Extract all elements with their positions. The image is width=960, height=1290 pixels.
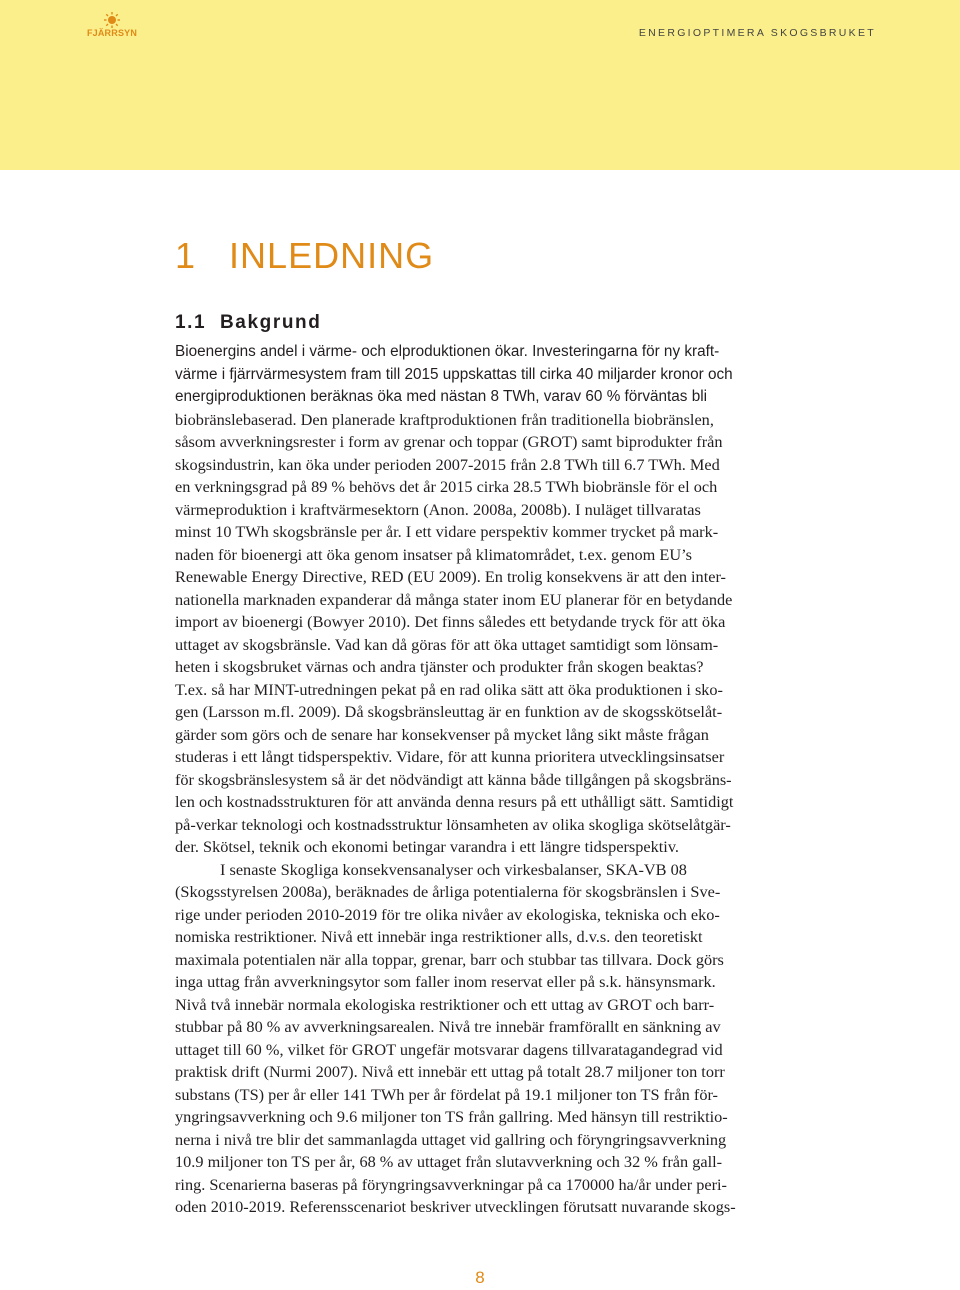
text-line: gärder som görs och de senare har konsekvenser på mycket lång sikt måste frågan bbox=[175, 724, 709, 744]
text-line: inga uttag från avverkningsytor som faller inom reservat eller på s.k. hänsynsmark. bbox=[175, 972, 716, 991]
text-line: Renewable Energy Directive, RED (EU 2009). En trolig konsekvens är att den inter- bbox=[175, 567, 726, 586]
text-line: nomiska restriktioner. Nivå ett innebär inga restriktioner alls, d.v.s. den teoretiskt bbox=[175, 927, 703, 946]
text-line: oden 2010-2019. Referensscenariot beskriver utvecklingen förutsatt nuvarande skogs- bbox=[175, 1197, 736, 1216]
text-line: rige under perioden 2010-2019 för tre olika nivåer av ekologiska, tekniska och eko- bbox=[175, 904, 720, 924]
text-line: yngringsavverkning och 9.6 miljoner ton TS från gallring. Med hänsyn till restriktio- bbox=[175, 1107, 728, 1126]
text-line: ring. Scenarierna baseras på föryngringsavverkningar på ca 170000 ha/år under peri- bbox=[175, 1174, 727, 1194]
text-line: Bioenergins andel i värme- och elproduktionen ökar. Investeringarna för ny kraft- bbox=[175, 343, 720, 360]
text-line: naden för bioenergi att öka genom insatser på klimatområdet, t.ex. genom EU’s bbox=[175, 544, 692, 564]
text-line: I senaste Skogliga konsekvensanalyser och virkesbalanser, SKA-VB 08 bbox=[220, 859, 687, 879]
text-line: nationella marknaden expanderar då många stater inom EU planerar för en betydande bbox=[175, 589, 733, 609]
series-title: ENERGIOPTIMERA SKOGSBRUKET bbox=[638, 27, 876, 39]
page-header bbox=[0, 0, 960, 170]
text-line: för skogsbränslesystem så är det nödvändigt att känna både tillgången på skogsbräns- bbox=[175, 769, 732, 789]
text-line: värme i fjärrvärmesystem fram till 2015 uppskattas till cirka 40 miljarder kronor och bbox=[175, 365, 733, 383]
fjarrsyn-logo bbox=[84, 12, 140, 42]
text-line: len och kostnadsstrukturen för att använda denna resurs på ett uthålligt sätt. Samtidigt bbox=[175, 792, 734, 811]
text-line: der. Skötsel, teknik och ekonomi betingar varandra i ett längre tidsperspektiv. bbox=[175, 837, 679, 856]
text-line: värmeproduktion i kraftvärmesektorn (Anon. 2008a, 2008b). I nuläget tillvaratas bbox=[175, 499, 701, 519]
text-line: stubbar på 80 % av avverkningsarealen. Nivå tre innebär framförallt en sänkning av bbox=[175, 1017, 721, 1036]
chapter-number: 1 bbox=[175, 235, 197, 276]
text-line: minst 10 TWh skogsbränsle per år. I ett vidare perspektiv kommer trycket på mark- bbox=[175, 522, 719, 541]
text-line: studeras i ett långt tidsperspektiv. Vidare, för att kunna prioritera utvecklingsinsatser bbox=[175, 747, 725, 766]
text-line: import av bioenergi (Bowyer 2010). Det finns således ett betydande tryck för att öka bbox=[175, 612, 726, 631]
text-line: energiproduktionen beräknas öka med nästan 8 TWh, varav 60 % förväntas bli bbox=[175, 388, 708, 405]
text-line: uttaget till 60 %, vilket för GROT ungefär motsvarar dagens tillvaratagandegrad vid bbox=[175, 1039, 723, 1059]
section-heading bbox=[175, 312, 321, 334]
text-line: Nivå två innebär normala ekologiska restriktioner och ett uttag av GROT och barr- bbox=[175, 994, 715, 1014]
text-line: substans (TS) per år eller 141 TWh per år fördelat på 19.1 miljoner ton TS från för- bbox=[175, 1084, 718, 1104]
chapter-title: INLEDNING bbox=[229, 235, 435, 276]
body-text bbox=[175, 341, 785, 1219]
text-line: 10.9 miljoner ton TS per år, 68 % av uttaget från slutavverkning och 32 % från gall- bbox=[175, 1152, 723, 1171]
text-line: heten i skogsbruket värnas och andra tjänster och produkter från skogen beaktas? bbox=[175, 657, 704, 676]
text-line: gen (Larsson m.fl. 2009). Då skogsbränsleuttag är en funktion av de skogsskötselåt- bbox=[175, 702, 723, 721]
sun-icon bbox=[102, 12, 122, 28]
chapter-heading bbox=[175, 235, 434, 277]
text-line: såsom avverkningsrester i form av grenar och toppar (GROT) samt biprodukter från bbox=[175, 432, 723, 451]
text-line: maximala potentialen när alla toppar, grenar, barr och stubbar tas tillvara. Dock görs bbox=[175, 949, 724, 969]
text-line: (Skogsstyrelsen 2008a), beräknades de årliga potentialerna för skogsbränslen i Sve- bbox=[175, 882, 721, 901]
section-title: Bakgrund bbox=[219, 312, 322, 333]
text-line: uttaget av skogsbränsle. Vad kan då göras för att öka uttaget samtidigt som lönsam- bbox=[175, 634, 719, 654]
logo-text: FJÄRRSYN bbox=[86, 28, 138, 38]
text-line: en verkningsgrad på 89 % behövs det år 2015 cirka 28.5 TWh biobränsle för el och bbox=[175, 477, 718, 496]
text-line: biobränslebaserad. Den planerade kraftproduktionen från traditionella biobränslen, bbox=[175, 409, 714, 429]
section-number: 1.1 bbox=[175, 312, 207, 333]
page-number: 8 bbox=[475, 1268, 485, 1287]
text-line: på-verkar teknologi och kostnadsstruktur lönsamheten av olika skogliga skötselåtgär- bbox=[175, 814, 731, 834]
text-line: nerna i nivå tre blir det sammanlagda uttaget vid gallring och föryngringsavverkning bbox=[175, 1129, 727, 1149]
text-line: skogsindustrin, kan öka under perioden 2007-2015 från 2.8 TWh till 6.7 TWh. Med bbox=[175, 454, 720, 474]
text-line: praktisk drift (Nurmi 2007). Nivå ett innebär ett uttag på totalt 28.7 miljoner ton torr bbox=[175, 1062, 725, 1081]
text-line: T.ex. så har MINT-utredningen pekat på en rad olika sätt att öka produktionen i sko- bbox=[175, 679, 723, 699]
